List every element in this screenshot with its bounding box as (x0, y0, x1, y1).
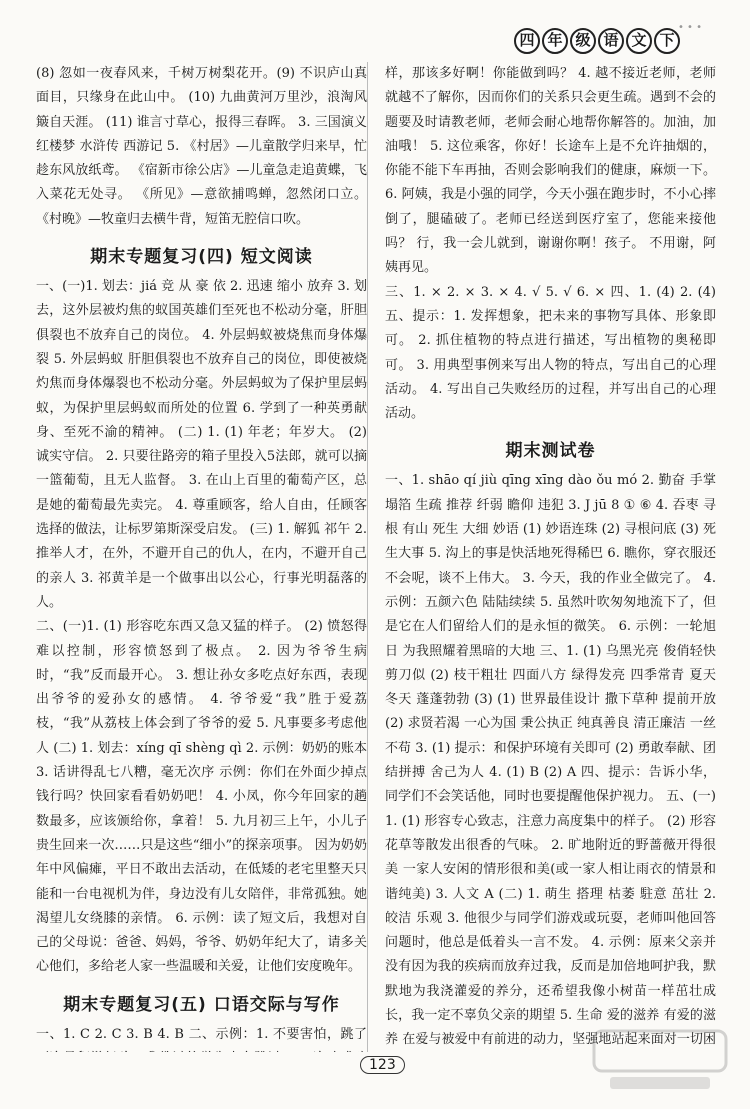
answer-paragraph: 一、1. shāo qí jiù qīng xīng dào ǒu mó 2. 勤奋 手掌 塌箔 生疏 推荐 纤弱 瞻仰 违犯 3. J jū 8 ① ⑥ 4. 吞枣 寻根 有山 死生 大细 妙语 (1) 妙语连珠 (2) 寻根问底 (3) 死生大事 5. 沟上的事是快活地死得稀巴 6. 瞧你，穿衣服还不会呢，谈不上伟大。 3. 今天，我的作业全做完了。 4. 示例：五颜六色 陆陆续续 5. 虽然叶吹匆匆地流下了，但是它在人们留给人们的是永恒的微笑。 6. 示例：一轮旭日 为我照耀着黑暗的大地 三、1. (1) 乌黑光亮 俊俏轻快 剪刀似 (2) 枝干粗壮 四面八方 绿得发亮 四季常青 夏天 冬天 蓬蓬勃勃 (3) (1) 世界最佳设计 撒下草种 提前开放 (2) 求贤若渴 一心为国 秉公执正 纯真善良 清正廉洁 一丝不苟 3. (1) 提示：和保护环境有关即可 (2) 勇敢奉献、团结拼搏 舍己为人 4. (1) B (2) A 四、提示：告诉小华，同学们不会笑话他，同时也要提醒他保护视力。 五、(一) 1. (1) 形容专心致志，注意力高度集中的样子。 (2) 形容花草等散发出很香的气味。 2. 旷地附近的野蔷薇开得很美 一家人安闲的情形很和美(或一家人相让雨衣的情景和谐纯美) 3. 人文 A (二) 1. 萌生 搭理 枯萎 駐意 茁壮 2. 皎洁 乐观 3. 他很少与同学们游戏或玩耍，老师叫他回答问题时，他总是低着头一言不发。 4. 示例：原来父亲并没有因为我的疾病而放弃过我，反而是加倍地呵护我，默默地为我浇灌爱的养分，还希望我像小树苗一样茁壮成长，我一定不辜负父亲的期望 5. 生命 爱的滋养 有爱的滋养 在爱与被爱中有前进的动力，坚强地站起来面对一切困 (385, 473, 716, 1048)
badge-char: 年 (542, 28, 568, 54)
page-number: 123 (360, 1056, 405, 1074)
badge-char: 四 (514, 28, 540, 54)
section-heading: 期末专题复习(四) 短文阅读 (90, 247, 313, 268)
watermark-logo-icon (590, 1025, 730, 1095)
answer-paragraph: 一、1. C 2. C 3. B 4. B 二、示例：1. 不要害怕，跳了 (36, 1026, 367, 1042)
answer-paragraph: 样，那该多好啊！你能做到吗？ 4. 越不接近老师，老师就越不了解你，因而你们的关系只会更生疏。遇到不会的题要及时请教老师，老师会耐心地帮你解答的。加油，加油哦！ 5. 这位乘客，你好！长途车上是不允许抽烟的，你能不能下车再抽，否则会影响我们的健康，麻烦一下。 6. 阿姨，我是小强的同学，今天小强在跑步时，不小心摔倒了，腿磕破了。老师已经送到医疗室了，您能来接他吗？ 行，我一会儿就到，谢谢你啊！孩子。 不用谢，阿姨再见。 (385, 66, 716, 276)
answer-paragraph: 一、(一)1. 划去：jiá 竞 从 豪 依 2. 迅速 缩小 放弃 3. 划去，这外层被灼焦的蚁国英雄们至死也不松动分毫，肝胆俱裂也不放弃自己的岗位。 4. 外层蚂蚁被烧焦而身体爆裂 5. 外层蚂蚁 肝胆俱裂也不放弃自己的岗位，即使被烧灼焦而身体爆裂也不松动分毫。外层蚂蚁为了保护里层蚂蚁，为保护里层蚂蚁而所处的位置 6. 学到了一种英勇献身、至死不渝的精神。 (二) 1. (1) 年老；年岁大。 (2) 诚实守信。 2. 只要往路旁的箱子里投入5法郎，就可以摘一篮葡萄，且无人监督。 3. 在山上百里的葡萄产区，总是她的葡萄最先卖完。 4. 尊重顾客，给人自由，任顾客选择的做法，让标罗第斯深受启发。 (三) 1. 解狐 祁午 2. 推举人才，在外，不避开自己的仇人，在内，不避开自己的亲人 3. 祁黄羊是一个做事出以公心，行事光明磊落的人。 (36, 279, 367, 610)
badge-char: 文 (626, 28, 652, 54)
answer-page (36, 62, 716, 1052)
section-heading: 期末测试卷 (505, 441, 596, 462)
answer-paragraph: (8) 忽如一夜春风来，千树万树梨花开。(9) 不识庐山真面目，只缘身在此山中。 (10) 九曲黄河万里沙，浪淘风簸自天涯。 (11) 谁言寸草心，报得三春晖。 3. 三国演义 红楼梦 水浒传 西游记 5. 《村居》—儿童散学归来早，忙趁东风放纸鸢。 《宿新市徐公店》—儿童急走追黄蝶，飞入菜花无处寻。 《所见》—意欲捕鸣蝉，忽然闭口立。 《村晚》—牧童归去横牛背，短笛无腔信口吹。 (36, 66, 367, 227)
left-column (36, 62, 367, 1052)
grade-subject-badge (514, 28, 680, 54)
answer-paragraph: 二、(一)1. (1) 形容吃东西又急又猛的样子。 (2) 愤怒得难以控制，形容愤怒到了极点。 2. 因为爷爷生病时，“我”反而最开心。 3. 想让孙女多吃点好东西，表现出爷爷的爱孙女的感情。 4. 爷爷爱“我”胜于爱荔枝，“我”从荔枝上体会到了爷爷的爱 5. 凡事要多考虑他人 (二) 1. 划去：xíng qī shèng qì 2. 示例：奶奶的账本 3. 话讲得乱七八糟，毫无次序 示例：你们在外面少掉点钱行吗？快回家看看奶奶吧！ 4. 小凤，你今年回家的趟数最多，应该颁给你，拿着！ 5. 九月初三上午，小儿子贵生回来一次……只是这些“细小”的探亲项事。 因为奶奶年中风偏瘫，平日不敢出去活动，在低矮的老宅里整天只能和一台电视机为伴，身边没有儿女陪伴，非常孤独。她渴望儿女绕膝的亲情。 6. 示例：读了短文后，我想对自己的父母说：爸爸、妈妈，爷爷、奶奶年纪大了，请多关心他们，多给老人家一些温暖和关爱，让他们安度晚年。 (36, 619, 367, 975)
section-heading: 期末专题复习(五) 口语交际与写作 (63, 994, 340, 1015)
badge-char: 语 (598, 28, 624, 54)
header-decoration: • • • (677, 22, 702, 33)
answer-paragraph: 三、1. × 2. × 3. × 4. √ 5. √ 6. × 四、1. (4) 2. (4) 五、提示：1. 发挥想象，把未来的事物写具体、形象即可。 2. 抓住植物的特点进行描述，写出植物的奥秘即可。 3. 用典型事例来写出人物的特点，写出自己的心理活动。 4. 写出自己失败经历的过程，并写出自己的心理活动。 (385, 284, 716, 422)
badge-char: 级 (570, 28, 596, 54)
badge-char: 下 (654, 28, 680, 54)
right-column (385, 62, 716, 1052)
